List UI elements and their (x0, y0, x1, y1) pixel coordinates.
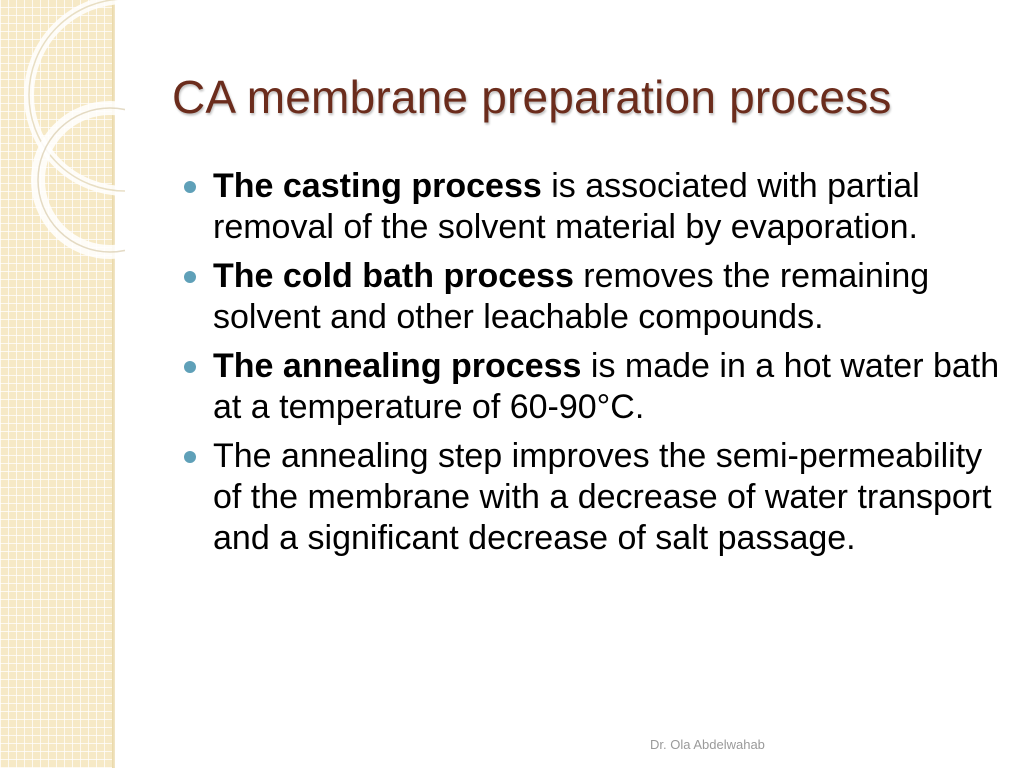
bullet-marker-icon (184, 451, 196, 463)
bullet-marker-icon (184, 271, 196, 283)
bullet-text: is made in a hot water bath at a temperature of 60-90°C. (213, 347, 1000, 426)
bullet-heading: The cold bath process (213, 257, 574, 295)
bullet-marker-icon (184, 361, 196, 373)
slide-title: CA membrane preparation process (172, 71, 892, 123)
bullet-text: is associated with partial removal of the solvent material by evaporation. (213, 167, 920, 246)
bullet-list (213, 166, 1003, 567)
bullet-text: The annealing step improves the semi-permeability of the membrane with a decrease of water transport and a significant decrease of salt passage. (213, 437, 992, 557)
bullet-text: removes the remaining solvent and other leachable compounds. (213, 257, 930, 336)
bullet-heading: The annealing process (213, 347, 582, 385)
bullet-item-annealing (213, 346, 1003, 428)
bullet-heading: The casting process (213, 167, 542, 205)
decorative-rings (0, 0, 125, 260)
bullet-item-annealing-step (213, 436, 1003, 559)
bullet-item-casting (213, 166, 1003, 248)
bullet-marker-icon (184, 181, 196, 193)
slide-footer-author: Dr. Ola Abdelwahab (650, 737, 765, 752)
bullet-item-cold-bath (213, 256, 1003, 338)
